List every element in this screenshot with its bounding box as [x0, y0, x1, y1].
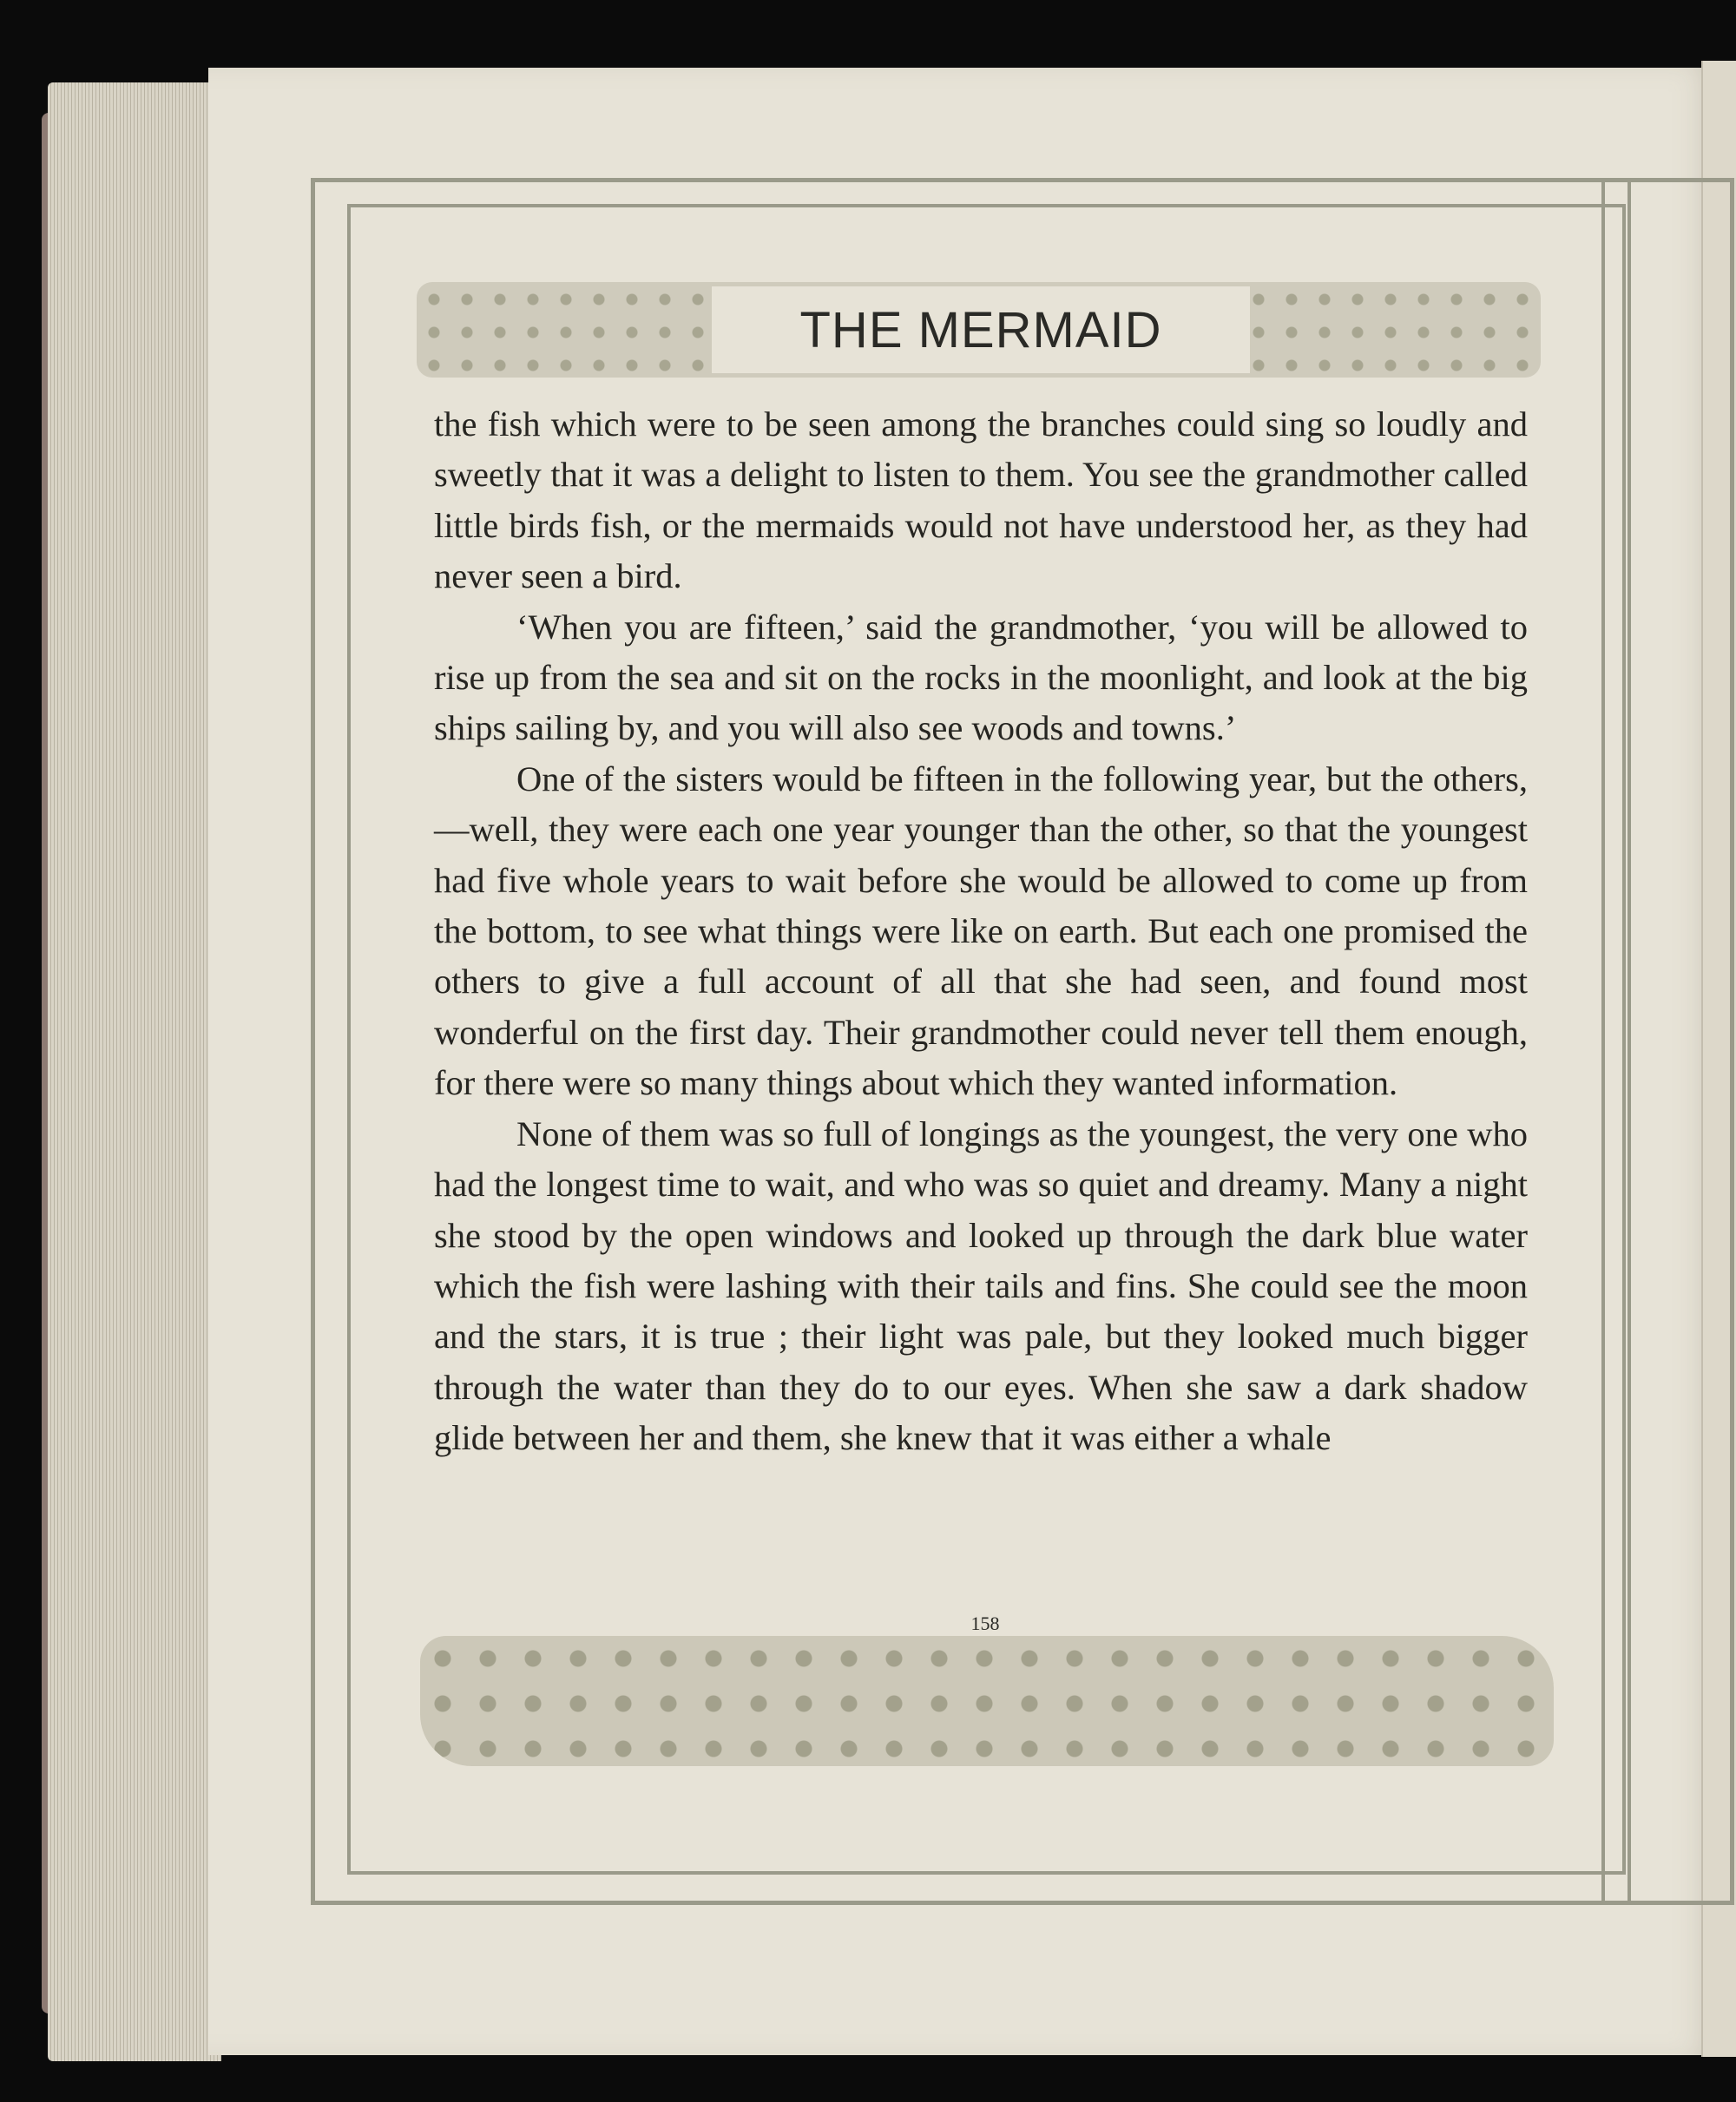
- running-header: THE MERMAID: [712, 286, 1250, 373]
- page-edges: [48, 82, 221, 2061]
- paragraph: None of them was so full of longings as the youngest, the very one who had the longest time to wait, and who was so quiet and dreamy. Many a night she stood by the open windows and looked up through the dark blue water which the fish were lashing with their tails and fins. She could see the moon and the stars, it is true ; their light was pale, but they looked much bigger through the water than they do to our eyes. When she saw a dark shadow glide between her and them, she knew that it was either a whale: [434, 1113, 1528, 1458]
- body-text: [434, 399, 1528, 1464]
- paragraph: ‘When you are fifteen,’ said the grandmother, ‘you will be allowed to rise up from the sea and sit on the rocks in the moonlight, and look at the big ships sailing by, and you will also see woods and towns.’: [434, 607, 1528, 748]
- right-border-rule: [1628, 178, 1631, 1905]
- footer-ornament: [420, 1636, 1554, 1766]
- page-number: 158: [970, 1613, 1000, 1634]
- paragraph: One of the sisters would be fifteen in the following year, but the others,—well, they were each one year younger than the other, so that the youngest had five whole years to wait before she would be allowed to come up from the bottom, to see what things were like on earth. But each one promised the others to give a full account of all that she had seen, and found most wonderful on the first day. Their grandmother could never tell them enough, for there were so many things about which they wanted information.: [434, 759, 1528, 1103]
- paragraph: the fish which were to be seen among the branches could sing so loudly and sweetly that it was a delight to listen to them. You see the grandmother called little birds fish, or the mermaids would not have understood her, as they had never seen a bird.: [434, 404, 1528, 596]
- right-border-rule: [1601, 178, 1605, 1905]
